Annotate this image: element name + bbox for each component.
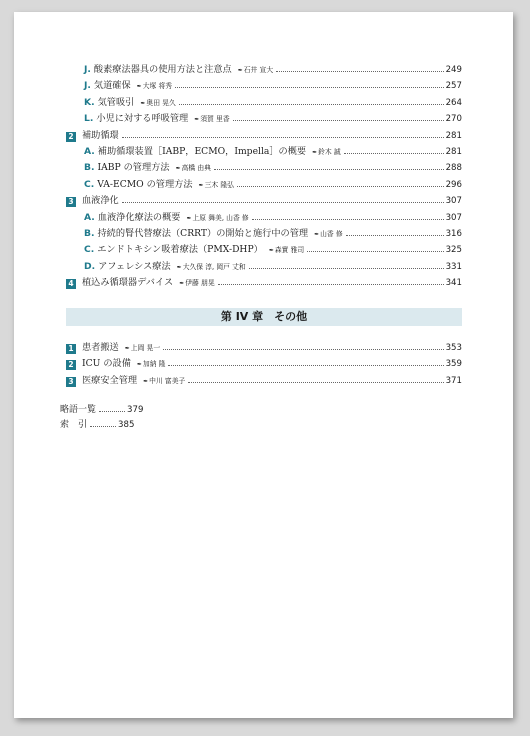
section-title: 医療安全管理 [82, 374, 138, 386]
entry-author: ✒鈴木 誠 [312, 147, 341, 156]
pen-icon: ✒ [314, 230, 320, 238]
entry-author: ✒大久保 淳, 岡戸 丈和 [176, 262, 246, 271]
pen-icon: ✒ [179, 280, 185, 288]
entry-title: VA-ECMO の管理方法 [97, 178, 193, 190]
entry-author: ✒三木 隆弘 [198, 180, 234, 189]
entry-page: 249 [445, 65, 462, 75]
pen-icon: ✒ [268, 247, 274, 255]
entry-letter: A. [84, 145, 95, 157]
pen-icon: ✒ [194, 116, 200, 124]
toc-entry[interactable] [66, 210, 462, 226]
toc-entry[interactable] [66, 259, 462, 275]
entry-letter: C. [84, 178, 95, 190]
entry-author: ✒加納 隆 [136, 360, 166, 369]
chapter-heading: 第 IV 章 その他 [66, 308, 462, 326]
entry-title: アフェレシス療法 [98, 260, 171, 272]
toc-section[interactable] [66, 373, 462, 389]
section-number-badge: 2 [66, 360, 76, 370]
dot-leader [344, 152, 444, 154]
dot-leader [237, 185, 444, 187]
entry-author: ✒森實 雅司 [268, 246, 305, 255]
dot-leader [163, 348, 443, 350]
pen-icon: ✒ [175, 165, 181, 173]
entry-author: ✒上原 舞美, 山香 修 [186, 213, 249, 222]
pen-icon: ✒ [186, 214, 192, 222]
entry-title: 小児に対する呼吸管理 [96, 113, 189, 125]
dot-leader [346, 234, 444, 236]
entry-page: 359 [445, 359, 462, 370]
section-title: 植込み循環器デバイス [82, 277, 174, 289]
entry-page: 281 [445, 130, 462, 141]
entry-letter: C. [84, 244, 95, 256]
entry-author: ✒高橋 由典 [175, 164, 211, 173]
toc-entry[interactable] [66, 177, 462, 193]
appendix-entry[interactable] [60, 418, 260, 433]
appendix-title: 略語一覧 [60, 405, 97, 415]
appendix-entry[interactable] [60, 403, 260, 418]
entry-title: 補助循環装置［IABP，ECMO，Impella］の概要 [97, 145, 307, 157]
entry-author: ✒上岡 晃一 [124, 344, 161, 352]
entry-letter: D. [84, 260, 96, 272]
entry-letter: B. [84, 162, 95, 174]
entry-page: 316 [445, 228, 462, 239]
pen-icon: ✒ [140, 99, 146, 107]
entry-author: ✒大塚 将秀 [136, 82, 173, 91]
entry-page: 288 [445, 163, 462, 174]
pen-icon: ✒ [136, 361, 142, 369]
entry-title: IABP の管理方法 [97, 162, 170, 174]
pen-icon: ✒ [143, 377, 149, 385]
entry-page: 264 [445, 97, 462, 108]
toc-entry[interactable] [66, 144, 462, 160]
section-number-badge: 3 [66, 377, 76, 387]
toc-entry[interactable] [66, 160, 462, 176]
entry-letter: K. [84, 96, 95, 108]
entry-title: 気道確保 [93, 80, 131, 92]
entry-author: ✒山香 修 [314, 229, 343, 238]
toc-entry[interactable] [66, 78, 462, 94]
entry-letter: L. [84, 113, 94, 125]
appendix-page: 385 [118, 420, 135, 430]
entry-page: 341 [445, 278, 462, 289]
pen-icon: ✒ [312, 148, 318, 156]
pen-icon: ✒ [237, 67, 243, 74]
dot-leader [175, 86, 444, 88]
section-number-badge: 3 [66, 197, 76, 207]
toc-entry[interactable] [66, 226, 462, 242]
dot-leader [179, 103, 444, 105]
entry-page: 331 [445, 261, 462, 272]
dot-leader [218, 283, 444, 285]
toc-entry[interactable] [66, 95, 462, 111]
toc-section[interactable] [66, 128, 462, 144]
toc-section[interactable] [66, 275, 462, 291]
section-number-badge: 1 [66, 344, 76, 354]
entry-author: ✒伊藤 朋晃 [179, 279, 215, 288]
entry-author: ✒石井 宣大 [237, 66, 274, 74]
entry-letter: J. [84, 64, 91, 75]
entry-author: ✒須賀 里香 [194, 115, 230, 124]
dot-leader [307, 250, 443, 252]
entry-page: 371 [445, 375, 462, 386]
entry-letter: A. [84, 211, 95, 223]
entry-page: 270 [445, 114, 462, 125]
section-title: 血液浄化 [82, 195, 119, 207]
dot-leader [233, 119, 444, 121]
entry-page: 325 [445, 245, 462, 256]
pen-icon: ✒ [176, 263, 182, 271]
entry-page: 281 [445, 146, 462, 157]
pen-icon: ✒ [136, 83, 142, 91]
entry-page: 353 [445, 343, 462, 353]
toc-block-2 [66, 340, 462, 389]
entry-author: ✒奥田 晃久 [140, 98, 176, 107]
toc-section[interactable] [66, 356, 462, 372]
section-number-badge: 2 [66, 132, 76, 142]
section-title: 患者搬送 [82, 342, 119, 353]
toc-block-1 [66, 62, 462, 291]
entry-page: 307 [445, 212, 462, 223]
dot-leader [276, 70, 443, 72]
entry-title: 血液浄化療法の概要 [97, 211, 181, 223]
toc-entry[interactable] [66, 62, 462, 78]
entry-letter: J. [84, 80, 91, 92]
entry-author: ✒中川 富美子 [143, 376, 186, 385]
dot-leader [252, 218, 444, 220]
dot-leader [122, 201, 444, 203]
pen-icon: ✒ [198, 181, 204, 189]
appendix-list [60, 403, 260, 433]
dot-leader [249, 267, 444, 269]
toc-entry[interactable] [66, 242, 462, 258]
entry-page: 257 [445, 81, 462, 92]
entry-title: 持続的腎代替療法（CRRT）の開始と施行中の管理 [97, 227, 309, 239]
appendix-page: 379 [127, 405, 144, 415]
entry-page: 296 [445, 179, 462, 190]
entry-title: エンドトキシン吸着療法（PMX-DHP） [97, 244, 263, 256]
section-number-badge: 4 [66, 279, 76, 289]
document-page [14, 12, 513, 718]
toc-entry[interactable] [66, 111, 462, 127]
entry-page: 307 [445, 196, 462, 207]
toc-section[interactable] [66, 340, 462, 356]
dot-leader [168, 364, 443, 366]
pen-icon: ✒ [124, 345, 130, 352]
toc-section[interactable] [66, 193, 462, 209]
entry-title: 酸素療法器具の使用方法と注意点 [93, 64, 232, 75]
dot-leader [122, 136, 444, 138]
dot-leader [188, 381, 443, 383]
entry-letter: B. [84, 227, 95, 239]
section-title: 補助循環 [82, 129, 119, 141]
entry-title: 気管吸引 [97, 96, 135, 108]
dot-leader [214, 168, 444, 170]
dot-leader [99, 410, 125, 412]
section-title: ICU の設備 [82, 358, 131, 370]
dot-leader [90, 425, 116, 427]
appendix-title: 索 引 [60, 420, 88, 430]
